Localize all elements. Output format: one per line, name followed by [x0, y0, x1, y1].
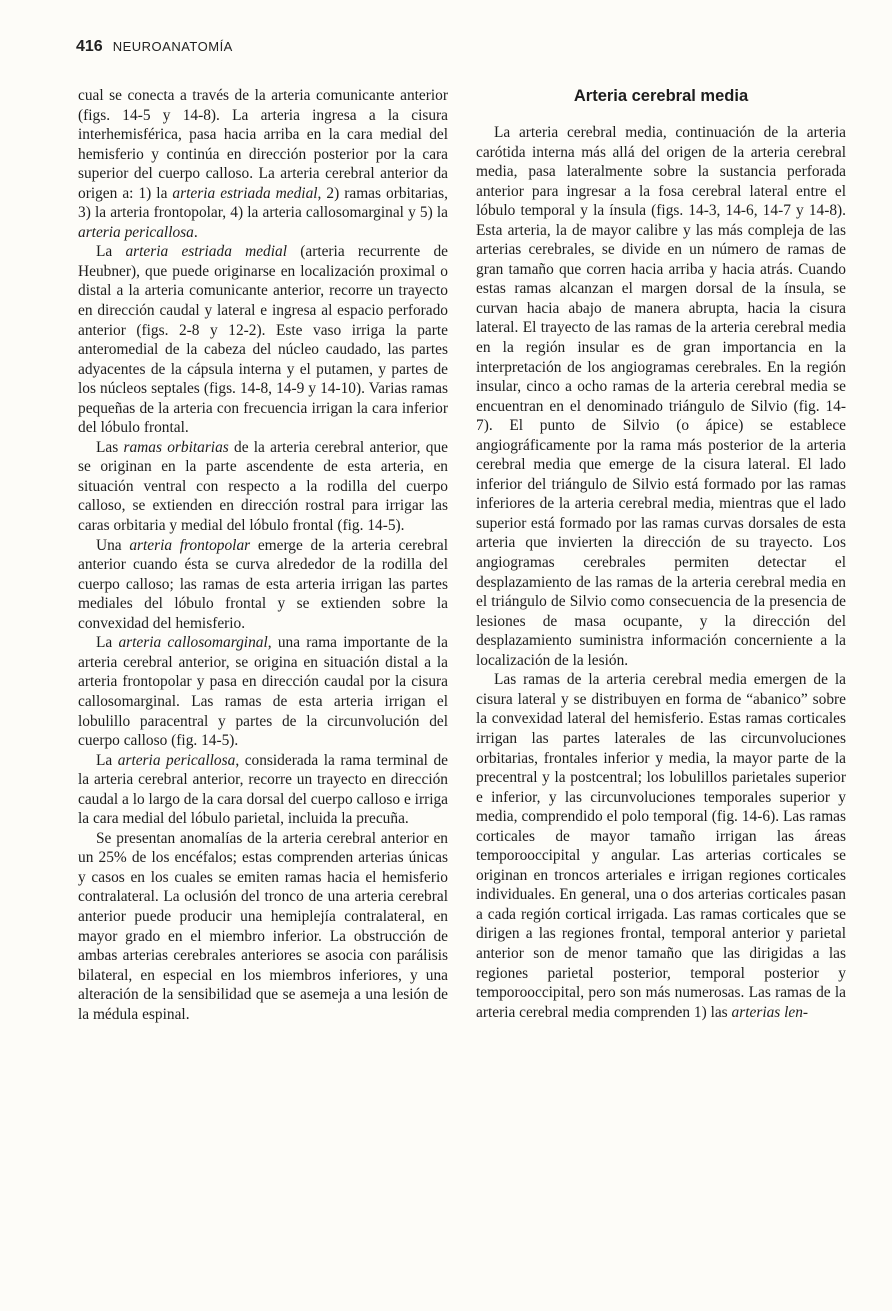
text-run: , considerada la rama terminal de la arteria cerebral anterior, recorre un trayecto en dirección caudal a lo largo de la cara dorsal del cuerpo calloso e irriga la cara medial del lóbulo parietal, incluida la precuña. — [78, 751, 448, 828]
italic-term: arteria pericallosa — [117, 751, 236, 769]
text-run: cual se conecta a través de la arteria comunicante anterior (figs. 14-5 y 14-8). La arteria ingresa a la cisura interhemisférica, pasa hacia arriba en la cara medial del hemisferio y continúa en dirección posterior por la cara superior del cuerpo calloso. La arteria cerebral anterior da origen a: 1) la — [78, 87, 448, 202]
paragraph — [78, 242, 448, 437]
section-heading: Arteria cerebral media — [573, 87, 749, 105]
left-column — [78, 86, 448, 1024]
text-run: , una rama importante de la arteria cerebral anterior, se origina en situación distal a la arteria frontopolar y pasa en dirección caudal por la cisura callosomarginal. Las ramas de esta arteria irrigan el lobulillo paracentral y partes de la circunvolución del cuerpo calloso (fig. 14-5). — [78, 634, 448, 750]
text-run: La — [96, 634, 119, 652]
italic-term: arteria pericallosa — [78, 223, 194, 241]
text-run: , 2) ramas orbitarias, 3) la arteria frontopolar, 4) la arteria callosomarginal y 5) la — [78, 184, 448, 222]
italic-term: arteria frontopolar — [129, 536, 251, 554]
text-run: La — [96, 243, 126, 261]
text-run: Las ramas de la arteria cerebral media emergen de la cisura lateral y se distribuyen en forma de “abanico” sobre la convexidad lateral del hemisferio. Estas ramas corticales irrigan las partes laterales de las circunvoluciones orbitarias, frontales inferior y media, la mayor parte de la precentral y la postcentral; los lobulillos parietales superior e inferior, y las circunvoluciones temporales superior y media, comprendido el polo temporal (fig. 14-6). Las ramas corticales de mayor tamaño irrigan las áreas temporooccipital y angular. Las arterias corticales se originan en troncos arteriales e irrigan regiones corticales individuales. En general, una o dos arterias corticales pasan a cada región cortical irrigada. Las ramas corticales que se dirigen a las regiones frontal, temporal anterior y parietal anterior son de menor tamaño que las dirigidas a las regiones parietal posterior, temporal posterior y temporooccipital, pero son más numerosas. Las ramas de la arteria cerebral media comprenden 1) las — [476, 671, 846, 1021]
paragraph — [78, 751, 448, 829]
paragraph — [476, 670, 846, 1022]
paragraph — [78, 86, 448, 242]
running-head — [76, 38, 233, 56]
text-run: Se presentan anomalías de la arteria cerebral anterior en un 25% de los encéfalos; estas comprenden arterias únicas y casos en los cuales se emiten ramas hacia el hemisferio contralateral. La oclusión del tronco de una arteria cerebral anterior puede producir una hemiplejía contralateral, en mayor grado en el miembro inferior. La obstrucción de ambas arterias cerebrales anteriores se asocia con parálisis bilateral, en especial en los miembros inferiores, y una alteración de la sensibilidad que se asemeja a una lesión de la médula espinal. — [78, 829, 448, 1023]
paragraph — [476, 123, 846, 670]
running-title: NEUROANATOMÍA — [112, 39, 233, 54]
paragraph — [78, 438, 448, 536]
paragraph — [78, 633, 448, 750]
italic-term: arteria estriada medial — [125, 243, 288, 261]
paragraph — [78, 536, 448, 634]
text-run: emerge de la arteria cerebral anterior cuando ésta se curva alrededor de la rodilla del cuerpo calloso; las ramas de esta arteria irrigan las partes mediales del lóbulo frontal y se extienden sobre la convexidad del hemisferio. — [78, 536, 448, 632]
italic-term: arteria estriada medial — [172, 184, 318, 202]
italic-term: arterias len- — [731, 1003, 809, 1021]
text-run: (arteria recurrente de Heubner), que puede originarse en localización proximal o distal a la arteria comunicante anterior, recorre un trayecto en dirección caudal y lateral e ingresa al espacio perforado anterior (figs. 2-8 y 12-2). Este vaso irriga la parte anteromedial de la cabeza del núcleo caudado, las partes adyacentes de la cápsula interna y el putamen, y partes de los núcleos septales (figs. 14-8, 14-9 y 14-10). Varias ramas pequeñas de la arteria con frecuencia irrigan la cara inferior del lóbulo frontal. — [78, 243, 448, 437]
text-run: La — [96, 751, 118, 769]
italic-term: arteria callosomarginal — [118, 634, 268, 652]
text-run: La arteria cerebral media, continuación de la arteria carótida interna más allá del origen de la arteria cerebral media, pasa lateralmente sobre la sustancia perforada anterior para ingresar a la fosa cerebral lateral entre el lóbulo temporal y la ínsula (figs. 14-3, 14-6, 14-7 y 14-8). Esta arteria, la de mayor calibre y las más compleja de las arterias cerebrales, se divide en un número de ramas de gran tamaño que corren hacia arriba y hacia atrás. Cuando estas ramas alcanzan el margen dorsal de la ínsula, se curvan hacia abajo de manera abrupta, hacia la cisura lateral. El trayecto de las ramas de la arteria cerebral media en la región insular es de gran importancia en la interpretación de los angiogramas cerebrales. En la región insular, cinco a ocho ramas de la arteria cerebral media se encuentran en el denominado triángulo de Silvio (fig. 14-7). El punto de Silvio (o ápice) se establece angiográficamente por la rama más posterior de la arteria cerebral media que emerge de la cisura lateral. El lado inferior del triángulo de Silvio está formado por las ramas inferiores de la arteria cerebral media, mientras que el lado superior está formado por las ramas curvas dorsales de esta arteria que invierten la dirección de su trayecto. Los angiogramas cerebrales permiten detectar el desplazamiento de las ramas de la arteria cerebral media en el triángulo de Silvio como consecuencia de la presencia de lesiones de masa ocupante, y la dirección del desplazamiento suministra información concerniente a la localización de la lesión. — [476, 124, 846, 669]
text-run: de la arteria cerebral anterior, que se originan en la parte ascendente de esta arteria, en situación ventral con respecto a la rodilla del cuerpo calloso, se extienden en dirección rostral para irrigar las caras orbitaria y medial del lóbulo frontal (fig. 14-5). — [78, 438, 448, 535]
italic-term: ramas orbitarias — [123, 438, 229, 456]
page-number: 416 — [76, 38, 103, 55]
right-column — [476, 86, 846, 1022]
paragraph — [78, 829, 448, 1024]
text-run: Una — [96, 536, 130, 554]
text-run: Las — [96, 438, 124, 456]
text-run: . — [193, 223, 198, 241]
